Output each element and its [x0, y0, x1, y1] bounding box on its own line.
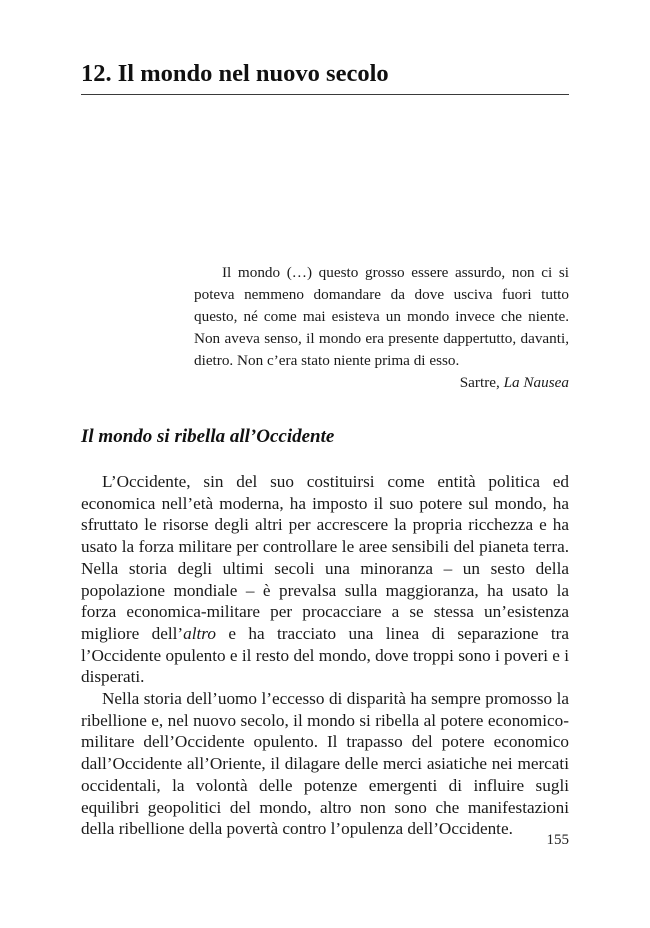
paragraph-1-part-2: e ha tracciato una linea di separazione tra l’Occidente opulento e il resto del mondo, dove troppi sono i poveri e i disperati. — [81, 623, 569, 687]
chapter-title: 12. Il mondo nel nuovo secolo — [81, 60, 389, 87]
epigraph-author: Sartre, — [459, 374, 504, 391]
paragraph-2: Nella storia dell’uomo l’eccesso di disparità ha sempre promosso la ribellione e, nel nuovo secolo, il mondo si ribella al potere economico-militare dell’Occidente opulento. Il trapasso del potere economico dall’Occidente all’Oriente, il dilagare delle merci asiatiche nei mercati occidentali, la volontà delle potenze emergenti di influire sugli equilibri geopolitici del mondo, altro non sono che manifestazioni della ribellione della povertà contro l’opulenza dell’Occidente. — [81, 689, 569, 839]
epigraph-quote: Il mondo (…) questo grosso essere assurdo, non ci si poteva nemmeno domandare da dove usciva fuori tutto questo, né come mai esisteva un mondo invece che niente. Non aveva senso, il mondo era presente dappertutto, davanti, dietro. Non c’era stato niente prima di esso. — [194, 264, 569, 369]
section-heading: Il mondo si ribella all’Occidente — [81, 426, 335, 447]
paragraph-1-italic-word: altro — [183, 623, 216, 643]
chapter-title-rule — [81, 94, 569, 95]
page-number: 155 — [546, 832, 569, 848]
epigraph-work-title: La Nausea — [503, 374, 569, 391]
epigraph — [194, 262, 569, 394]
paragraph-1-part-1: L’Occidente, sin del suo costituirsi come entità politica ed economica nell’età moderna, ha imposto il suo potere sul mondo, ha sfruttato le risorse degli altri per accrescere la propria ricchezza e ha usato la forza militare per controllare le aree sensibili del pianeta terra. Nella storia degli ultimi secoli una minoranza – un sesto della popolazione mondiale – è prevalsa sulla maggioranza, ha usato la forza economica-militare per procacciare a se stessa un’esistenza migliore dell’ — [81, 472, 569, 643]
body-text — [81, 471, 569, 840]
paragraph-1 — [81, 471, 569, 688]
epigraph-attribution — [194, 372, 569, 394]
